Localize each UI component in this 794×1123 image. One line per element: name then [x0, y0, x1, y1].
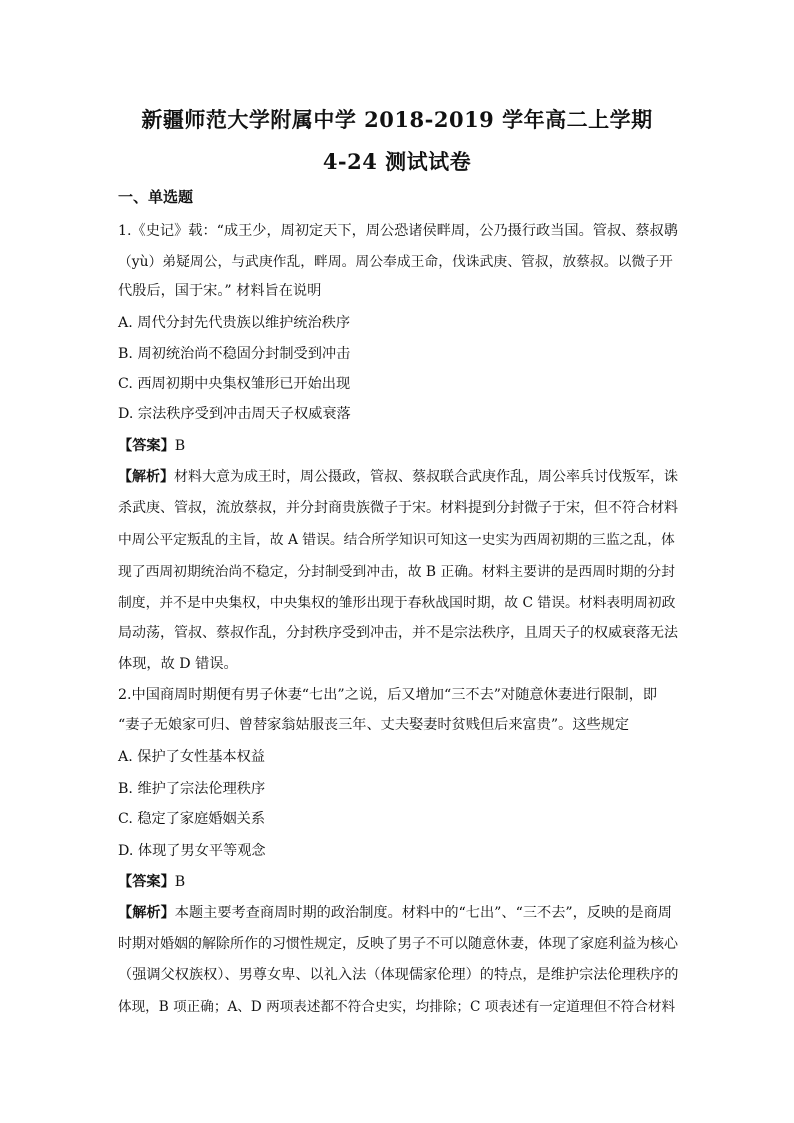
analysis-text: 本题主要考查商周时期的政治制度。材料中的“七出”、“三不去”，反映的是商周: [174, 905, 672, 921]
q2-option-c: C. 稳定了家庭婚姻关系: [118, 811, 266, 827]
q1-option-a: A. 周代分封先代贵族以维护统治秩序: [118, 315, 351, 331]
q2-analysis-line: [118, 902, 678, 922]
q2-option-b: B. 维护了宗法伦理秩序: [118, 781, 266, 797]
analysis-text: 材料大意为成王时，周公摄政，管叔、蔡叔联合武庚作乱，周公率兵讨伐叛军，诛: [174, 469, 678, 485]
analysis-label: 【解析】: [118, 469, 174, 485]
q2-analysis-line: 时期对婚姻的解除所作的习惯性规定，反映了男子不可以随意休妻，体现了家庭利益为核心: [118, 936, 678, 952]
answer-label: 【答案】: [118, 874, 175, 890]
q1-stem-line: 1.《史记》载：“成王少，周初定天下，周公恐诸侯畔周，公乃摄行政当国。管叔、蔡叔鹖: [118, 223, 678, 239]
section-heading: 一、单选题: [118, 188, 194, 206]
analysis-label: 【解析】: [118, 905, 175, 921]
exam-subtitle: 4-24 测试试卷: [322, 149, 472, 174]
answer-value: B: [174, 874, 186, 890]
q2-stem-line: “妻子无娘家可归、曾替家翁姑服丧三年、丈夫娶妻时贫贱但后来富贵”。这些规定: [118, 717, 630, 733]
q2-option-d: D. 体现了男女平等观念: [118, 843, 266, 859]
exam-title: 新疆师范大学附属中学 2018-2019 学年高二上学期: [141, 107, 653, 132]
q2-stem-line: 2.中国商周时期便有男子休妻“七出”之说，后又增加“三不去”对随意休妻进行限制，即: [118, 687, 658, 703]
q1-option-b: B. 周初统治尚不稳固分封制受到冲击: [118, 346, 351, 362]
q1-analysis-line: 杀武庚、管叔，流放蔡叔，并分封商贵族微子于宋。材料提到分封微子于宋，但不符合材料: [118, 500, 678, 516]
q2-answer: [118, 871, 678, 891]
q1-analysis-line: 中周公平定叛乱的主旨，故 A 错误。结合所学知识可知这一史实为西周初期的三监之乱，体: [118, 532, 675, 548]
q1-analysis-line: 局动荡，管叔、蔡叔作乱，分封秩序受到冲击，并不是宗法秩序，且周天子的权威衰落无法: [118, 625, 678, 641]
q2-analysis-line: 体现，B 项正确；A、D 两项表述都不符合史实，均排除；C 项表述有一定道理但不符合材料: [118, 999, 676, 1015]
q2-analysis-line: （强调父权族权）、男尊女卑、以礼入法（体现儒家伦理）的特点，是维护宗法伦理秩序的: [118, 967, 679, 983]
q1-option-d: D. 宗法秩序受到冲击周天子权威衰落: [118, 406, 351, 422]
q2-option-a: A. 保护了女性基本权益: [118, 749, 265, 765]
answer-value: B: [174, 438, 186, 454]
q1-stem-line: （yù）弟疑周公，与武庚作乱，畔周。周公奉成王命，伐诛武庚、管叔，放蔡叔。以微子开: [118, 254, 673, 270]
q1-analysis-line: 制度，并不是中央集权，中央集权的雏形出现于春秋战国时期，故 C 错误。材料表明周初政: [118, 595, 676, 611]
q1-answer: [118, 435, 678, 455]
q1-analysis-line: [118, 466, 678, 486]
q1-option-c: C. 西周初期中央集权雏形已开始出现: [118, 376, 351, 392]
q1-stem-line: 代殷后，国于宋。” 材料旨在说明: [118, 283, 322, 299]
q1-analysis-line: 体现，故 D 错误。: [118, 656, 238, 672]
answer-label: 【答案】: [118, 438, 175, 454]
q1-analysis-line: 现了西周初期统治尚不稳定，分封制受到冲击，故 B 正确。材料主要讲的是西周时期的分封: [118, 564, 675, 580]
